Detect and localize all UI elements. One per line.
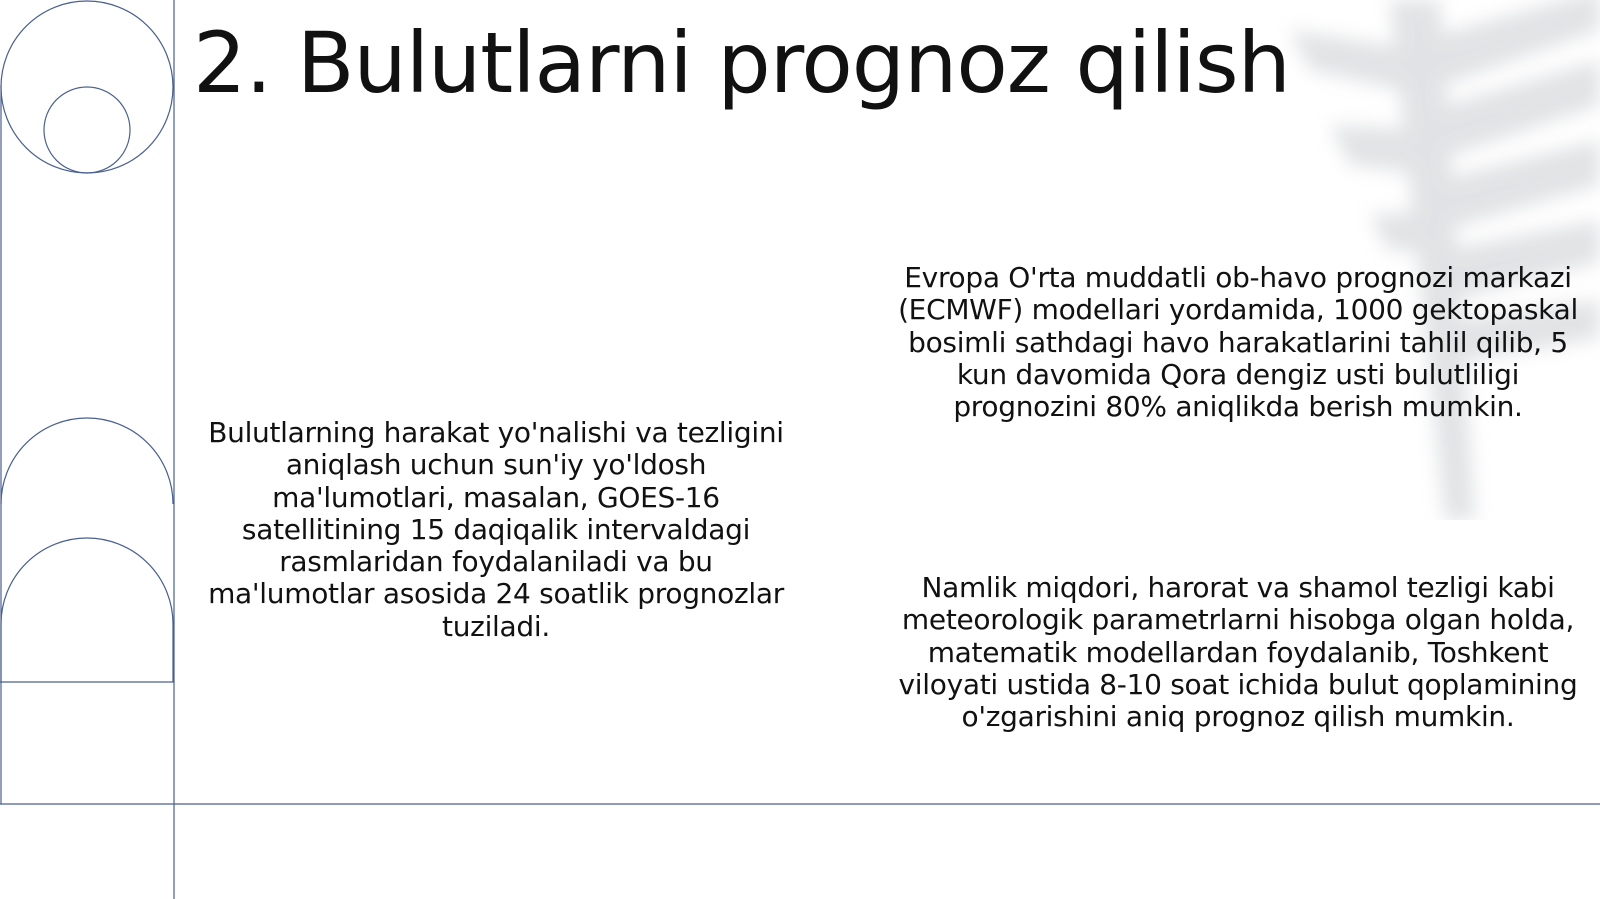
- slide-title: 2. Bulutlarni prognoz qilish: [193, 14, 1290, 112]
- upper-arch-shape: [1, 418, 173, 504]
- small-circle-shape: [44, 87, 130, 173]
- paragraph-ecmwf-forecast: Evropa O'rta muddatli ob-havo prognozi markazi (ECMWF) modellari yordamida, 1000 gektopaskal bosimli sathdagi havo harakatlarini tahlil qilib, 5 kun davomida Qora dengiz usti bulutliligi prognozini 80% aniqlikda berish mumkin.: [898, 261, 1578, 424]
- paragraph-tashkent-forecast: Namlik miqdori, harorat va shamol tezligi kabi meteorologik parametrlarni hisobga olgan holda, matematik modellardan foydalanib, Toshkent viloyati ustida 8-10 soat ichida bulut qoplamining o'zgarishini aniq prognoz qilish mumkin.: [898, 571, 1578, 734]
- lower-arch-shape: [1, 538, 173, 682]
- paragraph-satellite-forecast: Bulutlarning harakat yo'nalishi va tezligini aniqlash uchun sun'iy yo'ldosh ma'lumotlari, masalan, GOES-16 satellitining 15 daqiqalik intervaldagi rasmlaridan foydalaniladi va bu ma'lumotlar asosida 24 soatlik prognozlar tuziladi.: [208, 416, 784, 643]
